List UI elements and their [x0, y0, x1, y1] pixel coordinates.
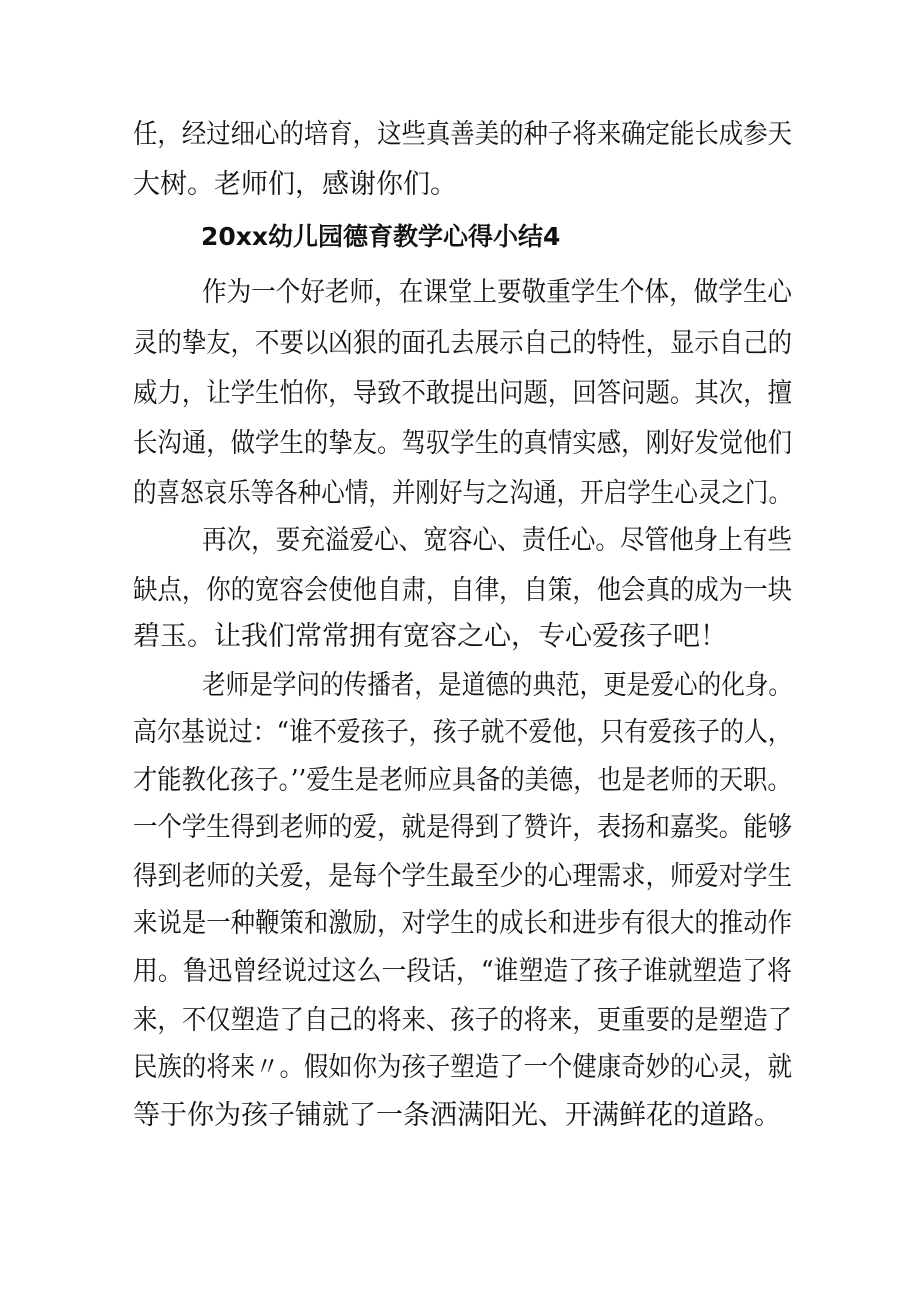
line-text: 用。鲁迅曾经说过这么一段话，“谁塑造了孩子谁就塑造了将: [133, 956, 792, 987]
line-text: 大树。老师们，感谢你们。: [133, 169, 457, 200]
heading-text: 20xx幼儿园德育教学心得小结4: [201, 222, 561, 251]
body-line: [0, 160, 920, 210]
line-text: 再次，要充溢爱心、宽容心、责任心。尽管他身上有些: [202, 525, 793, 556]
line-text: 的喜怒哀乐等各种心情，并刚好与之沟通，开启学生心灵之门。: [133, 478, 793, 509]
line-text: 任，经过细心的培育，这些真善美的种子将来确定能长成参天: [133, 119, 793, 150]
body-line: [0, 661, 920, 711]
line-text: 长沟通，做学生的挚友。驾驭学生的真情实感，刚好发觉他们: [133, 428, 793, 459]
line-text: 作为一个好老师，在课堂上要敬重学生个体，做学生心: [202, 277, 793, 308]
body-line: [0, 110, 920, 160]
body-line: [0, 996, 920, 1046]
line-text: 等于你为孩子铺就了一条洒满阳光、开满鲜花的道路。: [133, 1100, 781, 1131]
body-line: [0, 516, 920, 566]
body-line: [0, 1091, 920, 1141]
line-text: 民族的将来〃。假如你为孩子塑造了一个健康奇妙的心灵，就: [133, 1052, 793, 1083]
line-text: 来，不仅塑造了自己的将来、孩子的将来，更重要的是塑造了: [133, 1005, 793, 1036]
body-line: [0, 899, 920, 949]
line-text: 碧玉。让我们常常拥有宽容之心，专心爱孩子吧！: [133, 621, 727, 652]
line-text: 灵的挚友，不要以凶狠的面孔去展示自己的特性，显示自己的: [133, 328, 793, 359]
body-line: [0, 852, 920, 902]
body-line: [0, 756, 920, 806]
line-text: 得到老师的关爱，是每个学生最至少的心理需求，师爱对学生: [133, 861, 793, 892]
line-text: 来说是一种鞭策和激励，对学生的成长和进步有很大的推动作: [133, 908, 793, 939]
body-line: [0, 612, 920, 662]
body-line: [0, 419, 920, 469]
body-line: [0, 803, 920, 853]
body-line: [0, 708, 920, 758]
line-text: 才能教化孩子。’’爱生是老师应具备的美德，也是老师的天职。: [133, 765, 792, 796]
body-line: [0, 369, 920, 419]
body-line: [0, 268, 920, 318]
line-text: 威力，让学生怕你，导致不敢提出问题，回答问题。其次，擅: [133, 378, 793, 409]
line-text: 高尔基说过：“谁不爱孩子，孩子就不爱他，只有爱孩子的人，: [133, 717, 792, 748]
body-line: [0, 566, 920, 616]
body-line: [0, 469, 920, 519]
body-line: [0, 1043, 920, 1093]
line-text: 缺点，你的宽容会使他自肃，自律，自策，他会真的成为一块: [133, 575, 793, 606]
section-heading: [0, 212, 920, 262]
line-text: 老师是学问的传播者，是道德的典范，更是爱心的化身。: [202, 670, 793, 701]
body-line: [0, 319, 920, 369]
body-line: [0, 947, 920, 997]
line-text: 一个学生得到老师的爱，就是得到了赞许，表扬和嘉奖。能够: [133, 812, 793, 843]
